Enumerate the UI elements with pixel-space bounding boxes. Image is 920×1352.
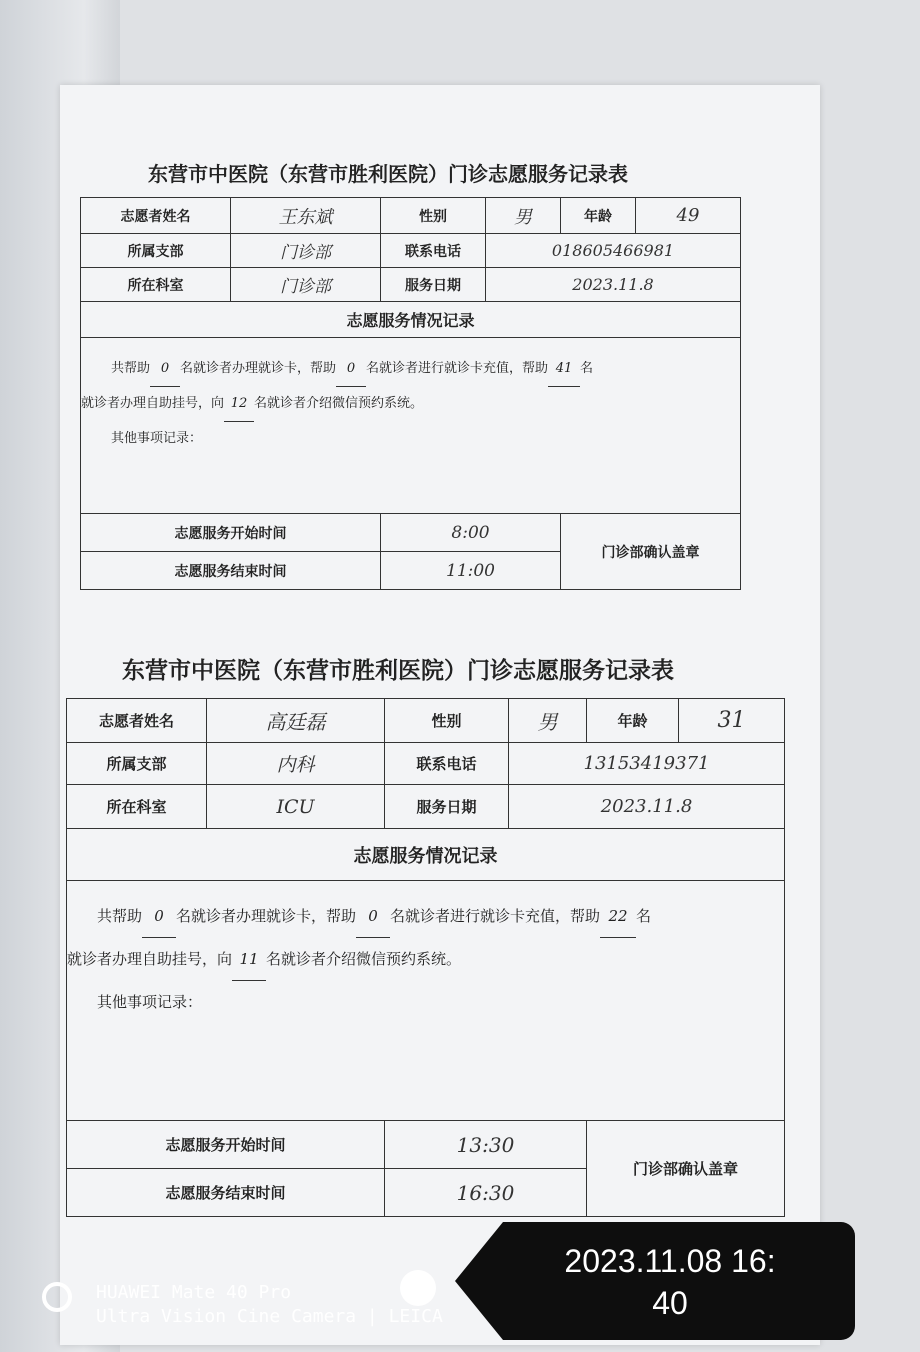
- service-date-value: 2023.11.8: [509, 785, 785, 829]
- age-label: 年龄: [561, 198, 636, 234]
- end-time-label: 志愿服务结束时间: [81, 552, 381, 590]
- section-title: 志愿服务情况记录: [81, 302, 741, 338]
- volunteer-record-table: [80, 197, 741, 590]
- new-card-count: 0: [150, 352, 180, 387]
- start-time-label: 志愿服务开始时间: [67, 1121, 385, 1169]
- department-label: 所在科室: [67, 785, 207, 829]
- end-time-value: 16:30: [385, 1169, 587, 1217]
- gender-label: 性别: [385, 699, 509, 743]
- service-description: [67, 881, 785, 1121]
- service-date-label: 服务日期: [385, 785, 509, 829]
- description-line-2: 就诊者办理自助挂号，向 12 名就诊者介绍微信预约系统。: [81, 387, 740, 422]
- branch-value: 内科: [207, 743, 385, 785]
- name-label: 志愿者姓名: [67, 699, 207, 743]
- age-value: 31: [679, 699, 785, 743]
- phone-value: 13153419371: [509, 743, 785, 785]
- gender-label: 性别: [381, 198, 486, 234]
- section-title: 志愿服务情况记录: [67, 829, 785, 881]
- branch-label: 所属支部: [81, 234, 231, 268]
- department-label: 所在科室: [81, 268, 231, 302]
- camera-model: Ultra Vision Cine Camera | LEICA: [96, 1306, 443, 1327]
- start-time-value: 8:00: [381, 514, 561, 552]
- phone-label: 联系电话: [385, 743, 509, 785]
- timestamp: [505, 1240, 835, 1324]
- form-title: 东营市中医院（东营市胜利医院）门诊志愿服务记录表: [148, 162, 628, 186]
- timestamp-line-2: 40: [652, 1285, 688, 1321]
- start-time-label: 志愿服务开始时间: [81, 514, 381, 552]
- recharge-count: 0: [356, 895, 390, 938]
- name-label: 志愿者姓名: [81, 198, 231, 234]
- end-time-label: 志愿服务结束时间: [67, 1169, 385, 1217]
- phone-label: 联系电话: [381, 234, 486, 268]
- department-value: ICU: [207, 785, 385, 829]
- branch-value: 门诊部: [231, 234, 381, 268]
- gender-value: 男: [509, 699, 587, 743]
- phone-value: 018605466981: [486, 234, 741, 268]
- self-registration-count: 41: [548, 352, 580, 387]
- description-line-1: 共帮助 0 名就诊者办理就诊卡，帮助 0 名就诊者进行就诊卡充值，帮助 41 名: [111, 352, 740, 387]
- camera-logo-icon: [42, 1282, 72, 1312]
- name-value: 王东斌: [231, 198, 381, 234]
- start-time-value: 13:30: [385, 1121, 587, 1169]
- service-description: [81, 338, 741, 514]
- camera-brand: HUAWEI Mate 40 Pro: [96, 1282, 292, 1303]
- service-date-value: 2023.11.8: [486, 268, 741, 302]
- new-card-count: 0: [142, 895, 176, 938]
- department-value: 门诊部: [231, 268, 381, 302]
- gender-value: 男: [486, 198, 561, 234]
- stamp-label: 门诊部确认盖章: [561, 514, 741, 590]
- form-title: 东营市中医院（东营市胜利医院）门诊志愿服务记录表: [122, 658, 674, 684]
- volunteer-record-table: [66, 698, 785, 1217]
- timestamp-line-1: 2023.11.08 16:: [564, 1243, 776, 1279]
- wechat-intro-count: 12: [224, 387, 254, 422]
- other-notes-label: 其他事项记录：: [97, 993, 203, 1011]
- shutter-dot-icon: [400, 1270, 436, 1306]
- name-value: 高廷磊: [207, 699, 385, 743]
- service-date-label: 服务日期: [381, 268, 486, 302]
- recharge-count: 0: [336, 352, 366, 387]
- branch-label: 所属支部: [67, 743, 207, 785]
- description-line-1: 共帮助 0 名就诊者办理就诊卡，帮助 0 名就诊者进行就诊卡充值，帮助 22 名: [97, 895, 784, 938]
- age-value: 49: [636, 198, 741, 234]
- description-line-2: 就诊者办理自助挂号，向 11 名就诊者介绍微信预约系统。: [67, 938, 784, 981]
- other-notes-label: 其他事项记录：: [111, 431, 203, 446]
- wechat-intro-count: 11: [232, 938, 266, 981]
- age-label: 年龄: [587, 699, 679, 743]
- self-registration-count: 22: [600, 895, 636, 938]
- stamp-label: 门诊部确认盖章: [587, 1121, 785, 1217]
- end-time-value: 11:00: [381, 552, 561, 590]
